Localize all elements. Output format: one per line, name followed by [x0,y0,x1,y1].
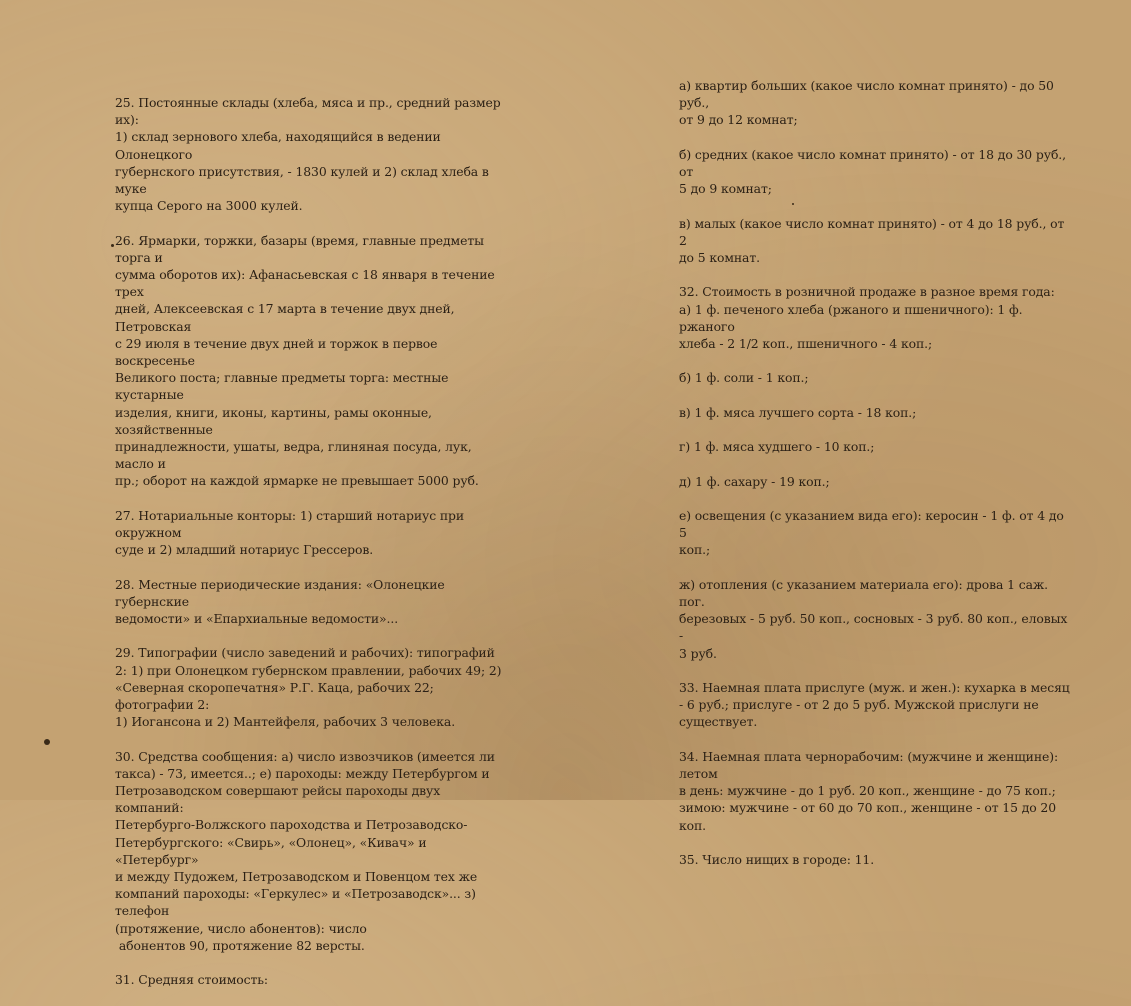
paragraph-34: 34. Наемная плата чернорабочим: (мужчине и женщине): летом в день: мужчине - до 1 руб. 20 коп., женщине - до 75 коп.; зимою: мужчине - от 60 до 70 коп., женщине - от 15 до 20 коп. [679,748,1059,833]
paragraph-30: 30. Средства сообщения: а) число извозчиков (имеется ли такса) - 73, имеется..; е) пароходы: между Петербургом и Петрозаводском совершают рейсы пароходы двух компаний: Петербурго-Волжского пароходства и Петрозаводско- Петербургского: «Свирь», «Олонец», «Кивач» и «Петербург» и между Пудожем, Петрозаводском и Повенцом тех же компаний пароходы: «Геркулес» и «Петрозаводск»... з) телефон (протяжение, число абонентов): число абонентов 90, протяжение 82 версты. [115,748,495,953]
paragraph-32f: е) освещения (с указанием вида его): керосин - 1 ф. от 4 до 5 коп.; [679,507,1064,558]
paragraph-33: 33. Наемная плата прислуге (муж. и жен.): кухарка в месяц - 6 руб.; прислуге - от 2 до 5 руб. Мужской прислуги не существует. [679,679,1070,730]
paragraph-31a: а) квартир больших (какое число комнат принято) - до 50 руб., от 9 до 12 комнат; [679,78,1054,128]
right-page [679,77,1074,885]
paragraph-25: 25. Постоянные склады (хлеба, мяса и пр., средний размер их): 1) склад зернового хлеба, находящийся в ведении Олонецкого губернского присутствия, - 1830 кулей и 2) склад хлеба в муке купца Серого на 3000 кулей. [115,95,501,214]
paragraph-27: 27. Нотариальные конторы: 1) старший нотариус при окружном суде и 2) младший нотариус Грессеров. [115,507,465,558]
paper-speck [44,739,50,745]
paragraph-35: 35. Число нищих в городе: 11. [679,851,875,867]
paragraph-32b: б) 1 ф. соли - 1 коп.; [679,370,809,386]
paragraph-29: 29. Типографии (число заведений и рабочих): типографий 2: 1) при Олонецком губернском правлении, рабочих 49; 2) «Северная скоропечатня» Р.Г. Каца, рабочих 22; фотографии 2: 1) Иогансона и 2) Мантейфеля, рабочих 3 человека. [115,645,502,730]
paragraph-26: 26. Ярмарки, торжки, базары (время, главные предметы торга и сумма оборотов их): Афанасьевская с 18 января в течение трех дней, Алексеевская с 17 марта в течение двух дней, Петровская с 29 июля в течение двух дней и торжок в первое воскресенье Великого поста; главные предметы торга: местные кустарные изделия, книги, иконы, картины, рамы оконные, хозяйственные принадлежности, ушаты, ведра, глиняная посуда, лук, масло и пр.; оборот на каждой ярмарке не превышает 5000 руб. [115,232,495,489]
paragraph-32: 32. Стоимость в розничной продаже в разное время года: а) 1 ф. печеного хлеба (ржаного и пшеничного): 1 ф. ржаного хлеба - 2 1/2 коп., пшеничного - 4 коп.; [679,284,1055,351]
paragraph-28: 28. Местные периодические издания: «Олонецкие губернские ведомости» и «Епархиальные ведомости»... [115,576,445,627]
paragraph-32d: г) 1 ф. мяса худшего - 10 коп.; [679,439,875,455]
paragraph-31c: в) малых (какое число комнат принято) - от 4 до 18 руб., от 2 до 5 комнат. [679,215,1065,265]
paragraph-32c: в) 1 ф. мяса лучшего сорта - 18 коп.; [679,404,917,420]
left-page [115,94,510,1006]
paper-speck [111,244,114,247]
paragraph-32g: ж) отопления (с указанием материала его): дрова 1 саж. пог. березовых - 5 руб. 50 коп., сосновых - 3 руб. 80 коп., еловых - 3 руб. [679,576,1068,661]
paragraph-31b: б) средних (какое число комнат принято) - от 18 до 30 руб., от 5 до 9 комнат; [679,146,1066,197]
paragraph-32e: д) 1 ф. сахару - 19 коп.; [679,473,830,489]
paper-speck [792,203,794,205]
paragraph-31: 31. Средняя стоимость: [115,972,268,988]
